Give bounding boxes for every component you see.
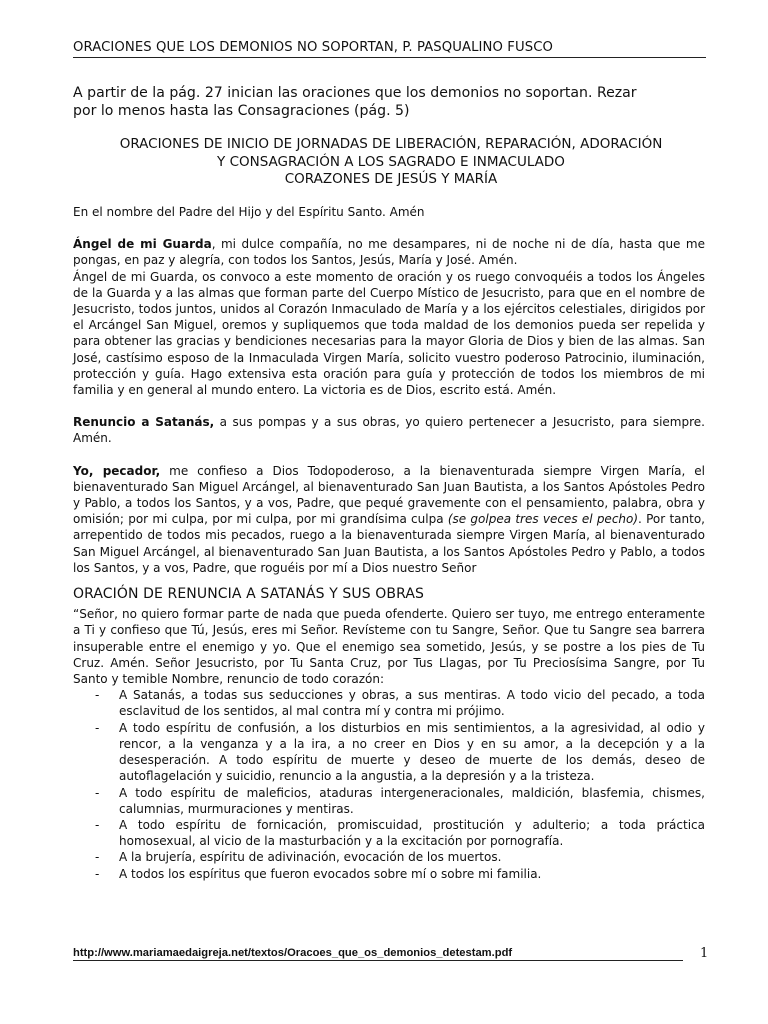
page-number: 1 <box>700 946 709 961</box>
list-item: - A todo espíritu de fornicación, promiscuidad, prostitución y adulterio; a toda práctica homosexual, al vicio de la masturbación y a la excitación por pornografía. <box>95 817 705 849</box>
dash-bullet: - <box>95 850 100 865</box>
intro-line-2: por lo menos hasta las Consagraciones (pág. 5) <box>73 103 410 119</box>
running-header: ORACIONES QUE LOS DEMONIOS NO SOPORTAN, P. PASQUALINO FUSCO <box>73 40 706 58</box>
dash-bullet: - <box>95 720 100 735</box>
yo-pecador-rubric: (se golpea tres veces el pecho) <box>447 512 639 527</box>
yo-pecador-text-1: me confieso a Dios Todopoderoso, a la bienaventurada siempre Virgen María, el bienaventurado San Miguel Arcángel, al bienaventurado San Juan Bautista, a los Santos Apóstoles Pedro y Pablo, a todos los Santos, y a vos, Padre, que pequé gravemente con el pensamiento, palabra, obra y omisión; por mi culpa, por mi culpa, por mi grandísima culpa <box>73 463 705 527</box>
main-title-line-2: Y CONSAGRACIÓN A LOS SAGRADO E INMACULADO <box>217 153 565 170</box>
yo-pecador-text-2: . Por tanto, arrepentido de todos mis pecados, ruego a la bienaventurada siempre Virgen María, al bienaventurado San Miguel Arcángel, al bienaventurado San Juan Bautista, a los Santos Apóstoles Pedro y Pablo, a todos los Santos, y a vos, Padre, que roguéis por mí a Dios nuestro Señor <box>73 512 705 575</box>
intro-note <box>73 84 713 120</box>
list-item: - A todo espíritu de confusión, a los disturbios en mis sentimientos, a la agresividad, al odio y rencor, a la venganza y a la ira, a no creer en Dios y en su amor, a la decepción y a la desesperación. A todo espíritu de muerte y deseo de muerte de los demás, deseo de autoflagelación y suicidio, renuncio a la angustia, a la depresión y a la tristeza. <box>95 720 705 784</box>
angel-prayer-text: , mi dulce compañía, no me desampares, ni de noche ni de día, hasta que me pongas, en paz y alegría, con todos los Santos, Jesús, María y José. Amén. <box>73 237 705 268</box>
main-title <box>66 136 716 189</box>
section-title-renuncia: ORACIÓN DE RENUNCIA A SATANÁS Y SUS OBRAS <box>73 586 425 603</box>
dash-bullet: - <box>95 785 100 800</box>
yo-pecador-heading: Yo, pecador, <box>73 463 161 478</box>
list-item: - A todo espíritu de maleficios, ataduras intergeneracionales, maldición, blasfemia, chismes, calumnias, murmuraciones y mentiras. <box>95 785 705 816</box>
main-title-line-1: ORACIONES DE INICIO DE JORNADAS DE LIBERACIÓN, REPARACIÓN, ADORACIÓN <box>119 136 663 152</box>
document-body <box>73 204 705 882</box>
renounce-list <box>73 687 705 881</box>
angel-prayer <box>73 236 705 268</box>
intro-line-1: A partir de la pág. 27 inician las oraciones que los demonios no soportan. Rezar <box>73 85 637 101</box>
renuncio-text: a sus pompas y a sus obras, yo quiero pertenecer a Jesucristo, para siempre. Amén. <box>73 415 705 446</box>
renuncia-intro: “Señor, no quiero formar parte de nada que pueda ofenderte. Quiero ser tuyo, me entrego enteramente a Ti y confieso que Tú, Jesús, eres mi Señor. Revísteme con tu Sangre, Señor. Que tu Sangre sea barrera insuperable entre el enemigo y yo. Que el enemigo sea sometido, Jesús, y se postre a los pies de Tu Cruz. Amén. Señor Jesucristo, por Tu Santa Cruz, por Tus Llagas, por Tu Preciosísima Sangre, por Tu Santo y temible Nombre, renuncio de todo corazón: <box>73 607 705 687</box>
angel-convocation: Ángel de mi Guarda, os convoco a este momento de oración y os ruego convoquéis a todos los Ángeles de la Guarda y a las almas que forman parte del Cuerpo Místico de Jesucristo, para que en el nombre de Jesucristo, todos juntos, unidos al Corazón Inmaculado de María y a los ejércitos celestiales, dirigidos por el Arcángel San Miguel, oremos y supliquemos que toda maldad de los demonios pueda ser repelida y para obtener las gracias y bendiciones necesarias para la mayor Gloria de Dios y bien de las almas. San José, castísimo esposo de la Inmaculada Virgen María, solicito vuestro poderoso Patrocinio, iluminación, protección y guía. Hago extensiva esta oración para guía y protección de todos los miembros de mi familia y en general al mundo entero. La victoria es de Dios, escrito está. Amén. <box>73 269 705 398</box>
dash-bullet: - <box>95 866 100 881</box>
footer-url[interactable]: http://www.mariamaedaigreja.net/textos/Oracoes_que_os_demonios_detestam.pdf <box>73 947 683 961</box>
renuncio-heading: Renuncio a Satanás, <box>73 415 215 430</box>
angel-prayer-heading: Ángel de mi Guarda <box>73 237 212 252</box>
list-item: - A Satanás, a todas sus seducciones y obras, a sus mentiras. A todo vicio del pecado, a toda esclavitud de los sentidos, al mal contra mí y contra mi prójimo. <box>95 688 705 719</box>
dash-bullet: - <box>95 688 100 703</box>
list-item: - A la brujería, espíritu de adivinación, evocación de los muertos. <box>95 850 502 865</box>
list-item: - A todos los espíritus que fueron evocados sobre mí o sobre mi familia. <box>95 866 542 881</box>
yo-pecador-prayer <box>73 463 705 576</box>
dash-bullet: - <box>95 817 100 832</box>
invocation: En el nombre del Padre del Hijo y del Espíritu Santo. Amén <box>73 205 425 219</box>
main-title-line-3: CORAZONES DE JESÚS Y MARÍA <box>284 171 498 187</box>
renuncio-prayer <box>73 414 705 446</box>
